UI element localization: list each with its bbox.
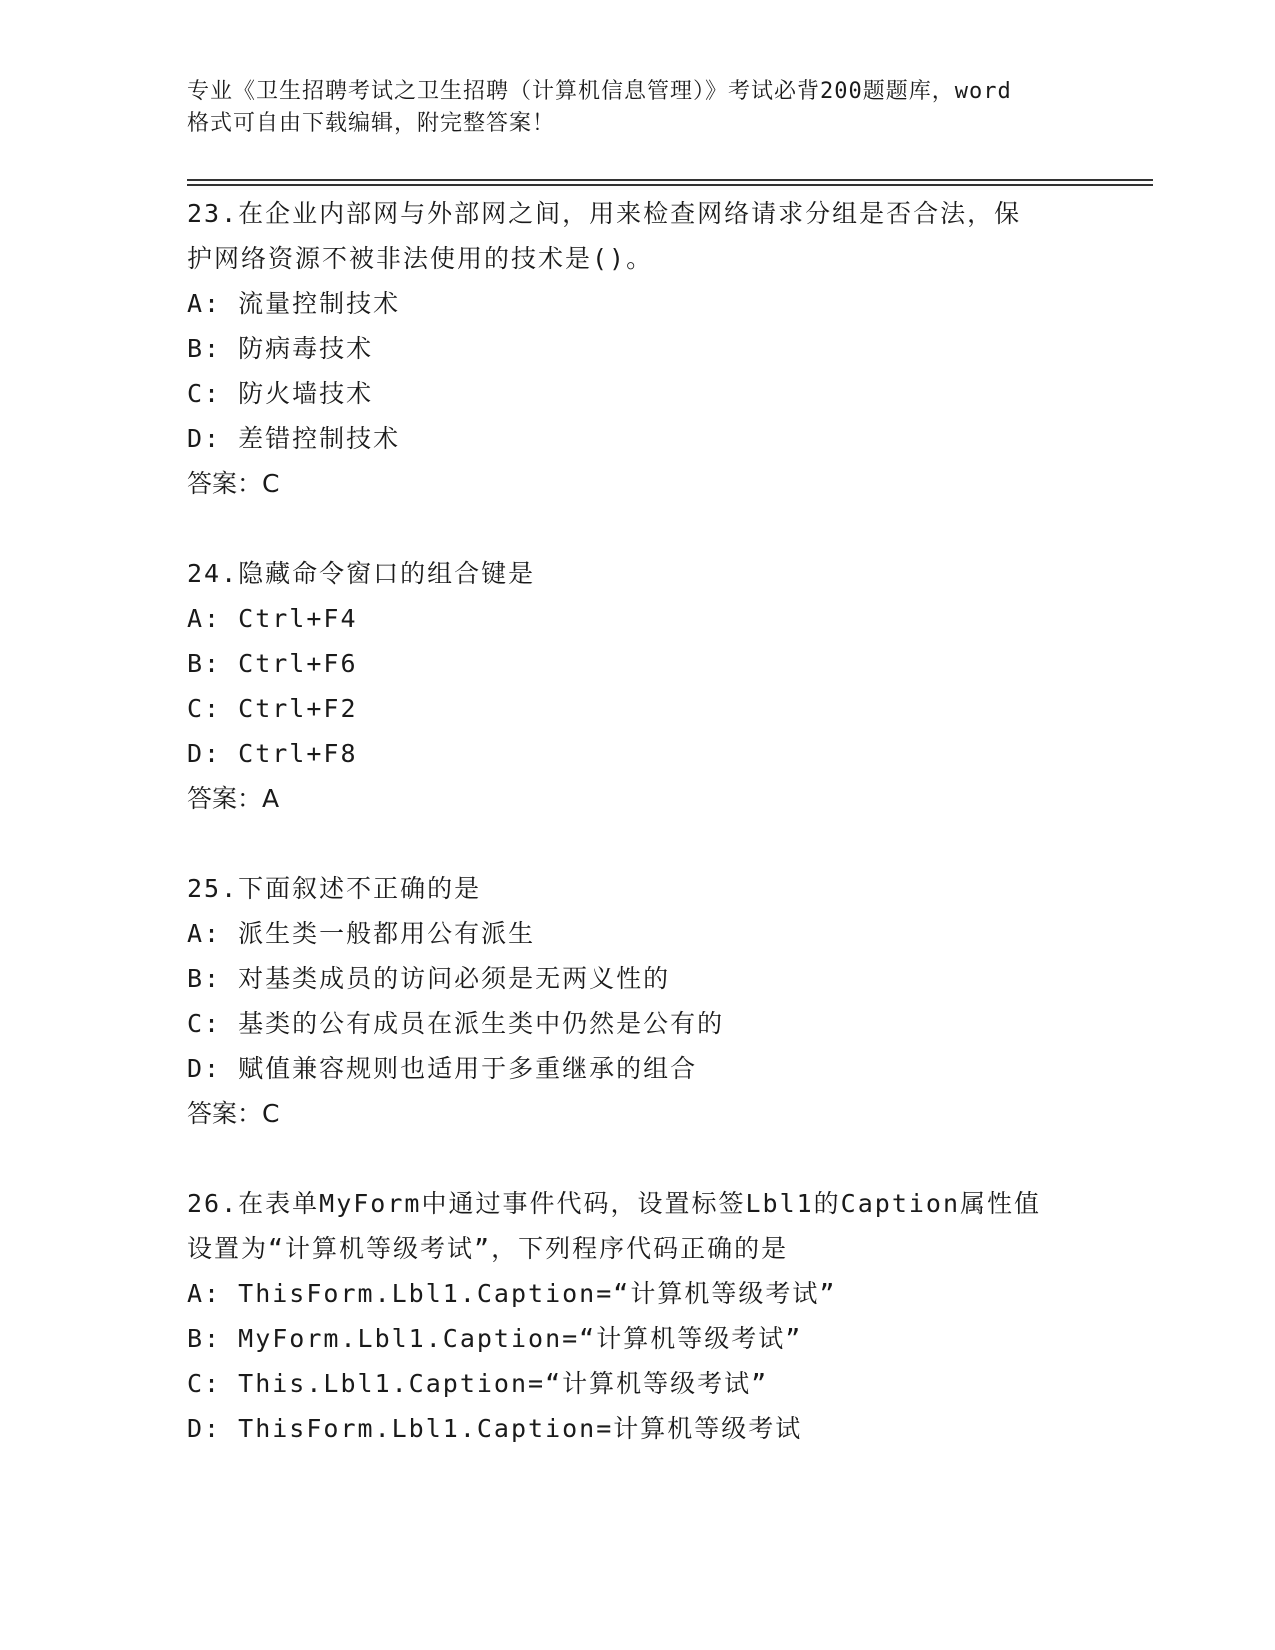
option-d: D: Ctrl+F8 — [187, 739, 358, 768]
question-stem-line: 23.在企业内部网与外部网之间，用来检查网络请求分组是否合法，保 — [187, 199, 1022, 228]
option-a: A: 流量控制技术 — [187, 289, 401, 318]
document-header — [187, 76, 1087, 140]
option-c: C: 基类的公有成员在派生类中仍然是公有的 — [187, 1009, 725, 1038]
answer-label: 答案：C — [187, 469, 280, 498]
question-stem-line: 设置为“计算机等级考试”，下列程序代码正确的是 — [187, 1234, 789, 1263]
header-line-2: 格式可自由下载编辑，附完整答案！ — [187, 111, 556, 136]
option-a: A: ThisForm.Lbl1.Caption=“计算机等级考试” — [187, 1279, 837, 1308]
question-26 — [187, 1181, 1087, 1451]
option-c: C: This.Lbl1.Caption=“计算机等级考试” — [187, 1369, 769, 1398]
option-b: B: 防病毒技术 — [187, 334, 374, 363]
option-d: D: 差错控制技术 — [187, 424, 401, 453]
option-a: A: 派生类一般都用公有派生 — [187, 919, 536, 948]
option-d: D: ThisForm.Lbl1.Caption=计算机等级考试 — [187, 1414, 803, 1443]
question-stem-line: 25.下面叙述不正确的是 — [187, 874, 482, 903]
question-stem-line: 26.在表单MyForm中通过事件代码，设置标签Lbl1的Caption属性值 — [187, 1189, 1042, 1218]
header-divider-bottom — [187, 184, 1153, 186]
question-stem-line: 护网络资源不被非法使用的技术是()。 — [187, 244, 654, 273]
option-b: B: Ctrl+F6 — [187, 649, 358, 678]
option-d: D: 赋值兼容规则也适用于多重继承的组合 — [187, 1054, 698, 1083]
question-24 — [187, 551, 1087, 821]
answer-label: 答案：A — [187, 784, 280, 813]
option-b: B: MyForm.Lbl1.Caption=“计算机等级考试” — [187, 1324, 803, 1353]
option-a: A: Ctrl+F4 — [187, 604, 358, 633]
question-23 — [187, 191, 1087, 506]
header-divider-top — [187, 179, 1153, 181]
question-25 — [187, 866, 1087, 1136]
question-list — [187, 191, 1087, 1496]
option-b: B: 对基类成员的访问必须是无两义性的 — [187, 964, 671, 993]
answer-label: 答案：C — [187, 1099, 280, 1128]
header-line-1: 专业《卫生招聘考试之卫生招聘（计算机信息管理）》考试必背200题题库，word — [187, 79, 1012, 104]
option-c: C: 防火墙技术 — [187, 379, 374, 408]
question-stem-line: 24.隐藏命令窗口的组合键是 — [187, 559, 536, 588]
option-c: C: Ctrl+F2 — [187, 694, 358, 723]
